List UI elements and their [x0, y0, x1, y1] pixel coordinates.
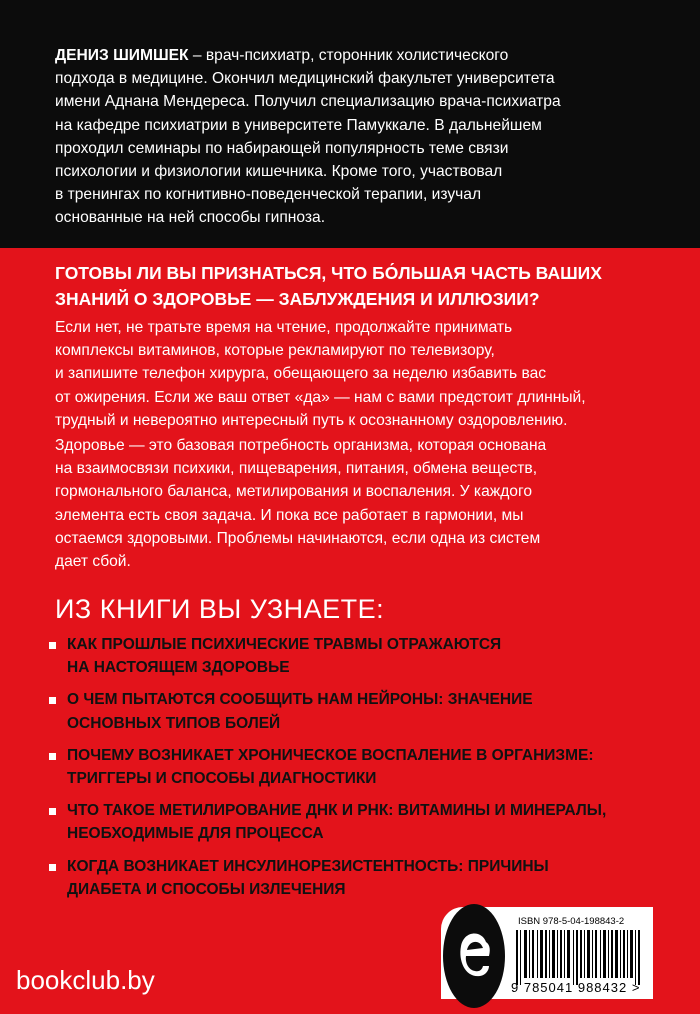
- barcode-number: 9 785041 988432 >: [511, 980, 641, 995]
- list-item-line-1: КАК ПРОШЛЫЕ ПСИХИЧЕСКИЕ ТРАВМЫ ОТРАЖАЮТСЯ: [67, 636, 502, 653]
- headline-line-2: ЗНАНИЙ О ЗДОРОВЬЕ — ЗАБЛУЖДЕНИЯ И ИЛЛЮЗИИ?: [55, 289, 540, 309]
- watermark: bookclub.by: [16, 965, 155, 995]
- list-item: [42, 799, 662, 845]
- list-item-line-2: ОСНОВНЫХ ТИПОВ БОЛЕЙ: [67, 714, 281, 732]
- eksmo-e-logo-icon: [442, 902, 506, 1010]
- list-item: [42, 688, 662, 734]
- p2-line-4: элемента есть своя задача. И пока все работает в гармонии, мы: [55, 506, 524, 524]
- author-bio: [55, 44, 675, 230]
- list-item: [42, 744, 662, 790]
- list-item: [42, 855, 662, 901]
- p1-line-3: и запишите телефон хирурга, обещающего за неделю избавить вас: [55, 365, 547, 383]
- p2-line-3: гормонального баланса, метилирования и воспаления. У каждого: [55, 483, 532, 501]
- paragraph-1: [55, 316, 675, 432]
- paragraph-2: [55, 434, 675, 573]
- list-item-line-2: НЕОБХОДИМЫЕ ДЛЯ ПРОЦЕССА: [67, 825, 324, 843]
- description-panel: [0, 248, 700, 1014]
- bullet-square-icon: [49, 864, 56, 871]
- bio-line-1: – врач-психиатр, сторонник холистического: [188, 47, 509, 64]
- list-item-line-1: ЧТО ТАКОЕ МЕТИЛИРОВАНИЕ ДНК И РНК: ВИТАМИНЫ И МИНЕРАЛЫ,: [67, 802, 607, 820]
- bio-line-3: имени Аднана Мендереса. Получил специализацию врача-психиатра: [55, 93, 561, 111]
- bio-line-2: подхода в медицине. Окончил медицинский факультет университета: [55, 70, 555, 88]
- bio-line-5: проходил семинары по набирающей популярность теме связи: [55, 139, 509, 157]
- p2-line-2: на взаимосвязи психики, пищеварения, питания, обмена веществ,: [55, 460, 538, 478]
- list-item: [42, 633, 662, 679]
- p1-line-5: трудный и невероятно интересный путь к осознанному оздоровлению.: [55, 411, 568, 429]
- list-item-line-2: ДИАБЕТА И СПОСОБЫ ИЗЛЕЧЕНИЯ: [67, 880, 346, 898]
- p1-line-2: комплексы витаминов, которые рекламируют по телевизору,: [55, 342, 495, 360]
- bullet-square-icon: [49, 642, 56, 649]
- list-item-line-2: НА НАСТОЯЩЕМ ЗДОРОВЬЕ: [67, 659, 290, 677]
- p2-line-1: Здоровье — это базовая потребность организма, которая основана: [55, 437, 547, 454]
- list-item-line-1: КОГДА ВОЗНИКАЕТ ИНСУЛИНОРЕЗИСТЕНТНОСТЬ: ПРИЧИНЫ: [67, 857, 549, 875]
- author-bio-panel: [0, 0, 700, 248]
- bio-line-4: на кафедре психиатрии в университете Памуккале. В дальнейшем: [55, 116, 542, 134]
- bullet-square-icon: [49, 808, 56, 815]
- bio-line-8: основанные на ней способы гипноза.: [55, 209, 326, 227]
- section-subhead: ИЗ КНИГИ ВЫ УЗНАЕТЕ:: [55, 594, 385, 624]
- author-name: ДЕНИЗ ШИМШЕК: [55, 47, 189, 64]
- list-item-line-1: О ЧЕМ ПЫТАЮТСЯ СООБЩИТЬ НАМ НЕЙРОНЫ: ЗНАЧЕНИЕ: [67, 691, 533, 709]
- p2-line-5: остаемся здоровыми. Проблемы начинаются, если одна из систем: [55, 529, 541, 547]
- bio-line-7: в тренингах по когнитивно-поведенческой терапии, изучал: [55, 186, 482, 204]
- bullet-square-icon: [49, 697, 56, 704]
- bio-line-6: психологии и физиологии кишечника. Кроме того, участвовал: [55, 163, 503, 181]
- topics-list: [42, 633, 662, 910]
- barcode-icon: [514, 930, 642, 985]
- list-item-line-1: ПОЧЕМУ ВОЗНИКАЕТ ХРОНИЧЕСКОЕ ВОСПАЛЕНИЕ В ОРГАНИЗМЕ:: [67, 746, 594, 764]
- headline-line-1: ГОТОВЫ ЛИ ВЫ ПРИЗНАТЬСЯ, ЧТО БО́ЛЬШАЯ ЧАСТЬ ВАШИХ: [55, 263, 602, 283]
- headline: [55, 260, 685, 312]
- p1-line-4: от ожирения. Если же ваш ответ «да» — нам с вами предстоит длинный,: [55, 388, 586, 406]
- isbn-text: ISBN 978-5-04-198843-2: [518, 916, 625, 927]
- p1-line-1: Если нет, не тратьте время на чтение, продолжайте принимать: [55, 319, 513, 336]
- p2-line-6: дает сбой.: [55, 553, 131, 571]
- bullet-square-icon: [49, 753, 56, 760]
- list-item-line-2: ТРИГГЕРЫ И СПОСОБЫ ДИАГНОСТИКИ: [67, 770, 377, 788]
